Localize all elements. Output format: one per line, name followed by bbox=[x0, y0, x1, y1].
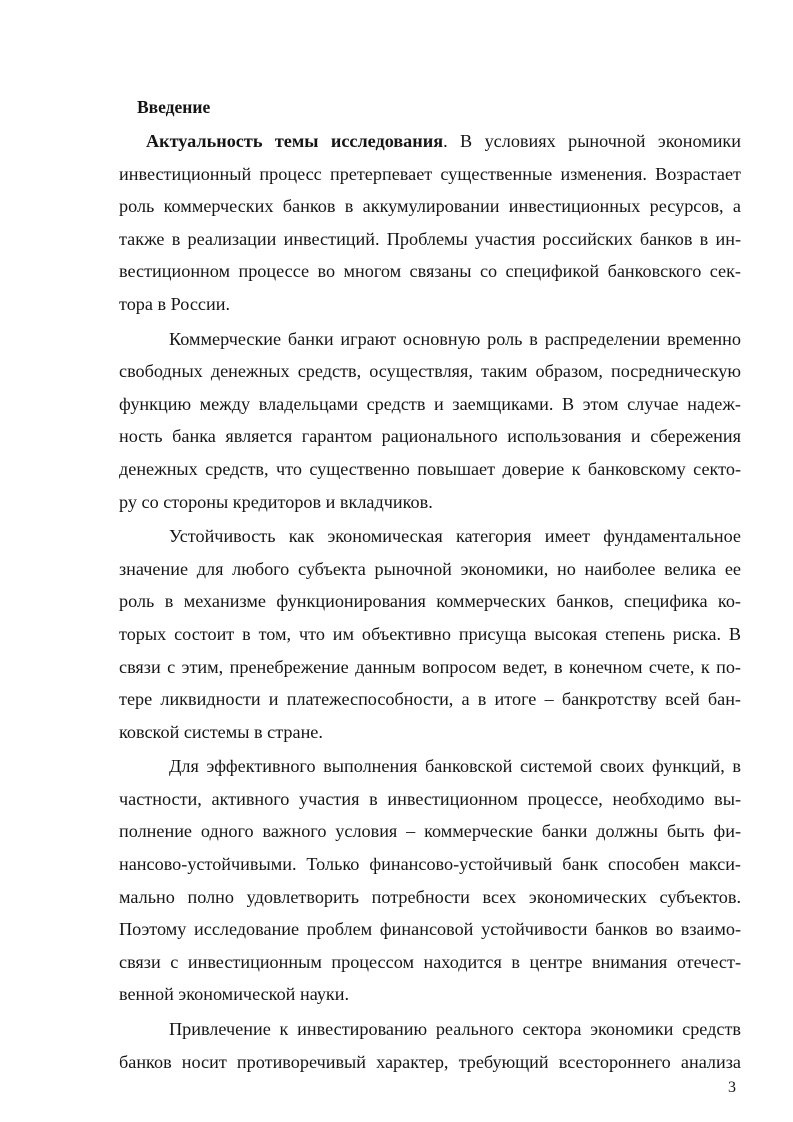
text-line: связи с инвестиционным процессом находится в центре внимания отечест- bbox=[119, 951, 741, 972]
text-line: торых состоит в том, что им объективно присуща высокая степень риска. В bbox=[119, 623, 741, 644]
text-line: инвестиционный процесс претерпевает существенные изменения. Возрастает bbox=[119, 163, 741, 184]
text-line: функцию между владельцами средств и заемщиками. В этом случае надеж- bbox=[119, 393, 741, 414]
text-line: значение для любого субъекта рыночной экономики, но наиболее велика ее bbox=[119, 558, 741, 579]
text-line: денежных средств, что существенно повышает доверие к банковскому секто- bbox=[119, 458, 741, 479]
paragraph bbox=[119, 323, 741, 519]
text-line: также в реализации инвестиций. Проблемы участия российских банков в ин- bbox=[119, 228, 741, 249]
text-line: ру со стороны кредиторов и вкладчиков. bbox=[119, 491, 433, 512]
paragraph bbox=[119, 125, 741, 321]
text-line: вестиционном процессе во многом связаны со спецификой банковского сек- bbox=[119, 261, 741, 282]
text-fragment: . В условиях рыночной экономики bbox=[443, 131, 741, 151]
text-line: венной экономической науки. bbox=[119, 984, 350, 1005]
text-line bbox=[119, 125, 741, 158]
text-line: частности, активного участия в инвестиционном процессе, необходимо вы- bbox=[119, 788, 741, 809]
section-heading: Введение bbox=[137, 97, 211, 117]
page-number: 3 bbox=[728, 1079, 736, 1096]
text-line: нансово-устойчивыми. Только финансово-устойчивый банк способен макси- bbox=[119, 854, 741, 875]
text-line: ность банка является гарантом рационального использования и сбережения bbox=[119, 426, 741, 447]
text-line: мально полно удовлетворить потребности всех экономических субъектов. bbox=[119, 886, 741, 907]
text-line: свободных денежных средств, осуществляя, таким образом, посредническую bbox=[119, 361, 741, 382]
text-line: банков носит противоречивый характер, требующий всестороннего анализа bbox=[119, 1051, 741, 1072]
text-line: тора в России. bbox=[119, 293, 231, 314]
text-line: связи с этим, пренебрежение данным вопросом ведет, в конечном счете, к по- bbox=[119, 656, 741, 677]
text-line: Привлечение к инвестированию реального сектора экономики средств bbox=[169, 1019, 741, 1040]
paragraph bbox=[119, 520, 741, 748]
paragraph bbox=[119, 750, 741, 1011]
text-line: Устойчивость как экономическая категория имеет фундаментальное bbox=[169, 526, 741, 547]
text-line: тере ликвидности и платежеспособности, а в итоге – банкротству всей бан- bbox=[119, 689, 741, 710]
text-line: ковской системы в стране. bbox=[119, 721, 323, 742]
text-line: Для эффективного выполнения банковской системой своих функций, в bbox=[169, 756, 741, 777]
text-line: роль коммерческих банков в аккумулировании инвестиционных ресурсов, а bbox=[119, 196, 741, 217]
text-line: Поэтому исследование проблем финансовой устойчивости банков во взаимо- bbox=[119, 919, 741, 940]
text-line: полнение одного важного условия – коммерческие банки должны быть фи- bbox=[119, 821, 741, 842]
lead-term: Актуальность темы исследования bbox=[146, 131, 444, 151]
body-text bbox=[119, 125, 741, 1078]
text-line: Коммерческие банки играют основную роль в распределении временно bbox=[169, 328, 741, 349]
text-line: роль в механизме функционирования коммерческих банков, специфика ко- bbox=[119, 591, 741, 612]
paragraph bbox=[119, 1013, 741, 1078]
